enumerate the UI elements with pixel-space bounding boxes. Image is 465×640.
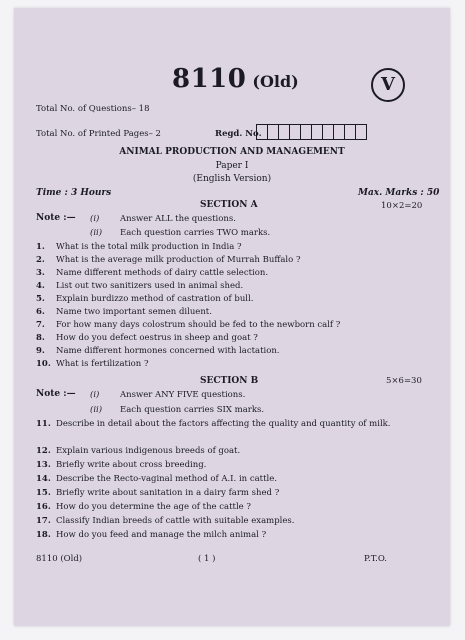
question-item: 16. How do you determine the age of the cattle ? [36, 502, 251, 512]
question-item: 2. What is the average milk production of Murrah Buffalo ? [36, 255, 301, 265]
paper-code [172, 64, 299, 94]
question-item: 14. Describe the Recto-vaginal method of A.I. in cattle. [36, 474, 277, 484]
set-badge: V [371, 68, 405, 102]
paper-number: Paper I [215, 161, 249, 171]
question-paper-sheet [14, 8, 450, 626]
footer-code: 8110 (Old) [36, 554, 83, 564]
regd-no-boxes[interactable] [256, 124, 366, 140]
question-item: 18. How do you feed and manage the milch animal ? [36, 530, 267, 540]
question-item: 10. What is fertilization ? [36, 359, 149, 369]
question-item: 12. Explain various indigenous breeds of goat. [36, 446, 241, 456]
regd-digit-box[interactable] [355, 124, 367, 140]
printed-pages: Total No. of Printed Pages– 2 [36, 129, 161, 139]
question-item: 4. List out two sanitizers used in animal shed. [36, 281, 244, 291]
question-item: 3. Name different methods of dairy cattle selection. [36, 268, 269, 278]
max-marks: Max. Marks : 50 [358, 188, 440, 198]
footer-pto: P.T.O. [364, 554, 387, 564]
section-a-marks: 10×2=20 [381, 201, 423, 211]
section-a-heading: SECTION A [200, 200, 258, 210]
question-item: 5. Explain burdizzo method of castration of bull. [36, 294, 254, 304]
regd-no-label: Regd. No. [215, 129, 262, 139]
question-item: 13. Briefly write about cross breeding. [36, 460, 207, 470]
section-b-note-label: Note :— [36, 389, 76, 399]
paper-variant: (Old) [252, 72, 299, 91]
section-a-note: (ii) Each question carries TWO marks. [90, 228, 271, 238]
version-label: (English Version) [192, 174, 272, 184]
question-item: 1. What is the total milk production in India ? [36, 242, 242, 252]
question-item: 11. Describe in detail about the factors affecting the quality and quantity of milk. [36, 419, 391, 429]
section-b-note: (i) Answer ANY FIVE questions. [90, 390, 246, 400]
section-b-heading: SECTION B [200, 376, 259, 386]
subject-title: ANIMAL PRODUCTION AND MANAGEMENT [119, 147, 345, 157]
total-questions: Total No. of Questions– 18 [36, 104, 150, 114]
paper-code-number: 8110 [172, 64, 247, 94]
question-item: 15. Briefly write about sanitation in a dairy farm shed ? [36, 488, 280, 498]
section-b-note: (ii) Each question carries SIX marks. [90, 405, 265, 415]
section-a-note: (i) Answer ALL the questions. [90, 214, 236, 224]
question-item: 8. How do you defect oestrus in sheep and goat ? [36, 333, 258, 343]
time-allowed: Time : 3 Hours [36, 188, 112, 198]
section-b-marks: 5×6=30 [386, 376, 422, 386]
question-item: 7. For how many days colostrum should be fed to the newborn calf ? [36, 320, 341, 330]
question-item: 9. Name different hormones concerned with lactation. [36, 346, 280, 356]
question-item: 17. Classify Indian breeds of cattle with suitable examples. [36, 516, 295, 526]
question-item: 6. Name two important semen diluent. [36, 307, 212, 317]
footer-page-number: ( 1 ) [198, 554, 216, 564]
section-a-note-label: Note :— [36, 213, 76, 223]
